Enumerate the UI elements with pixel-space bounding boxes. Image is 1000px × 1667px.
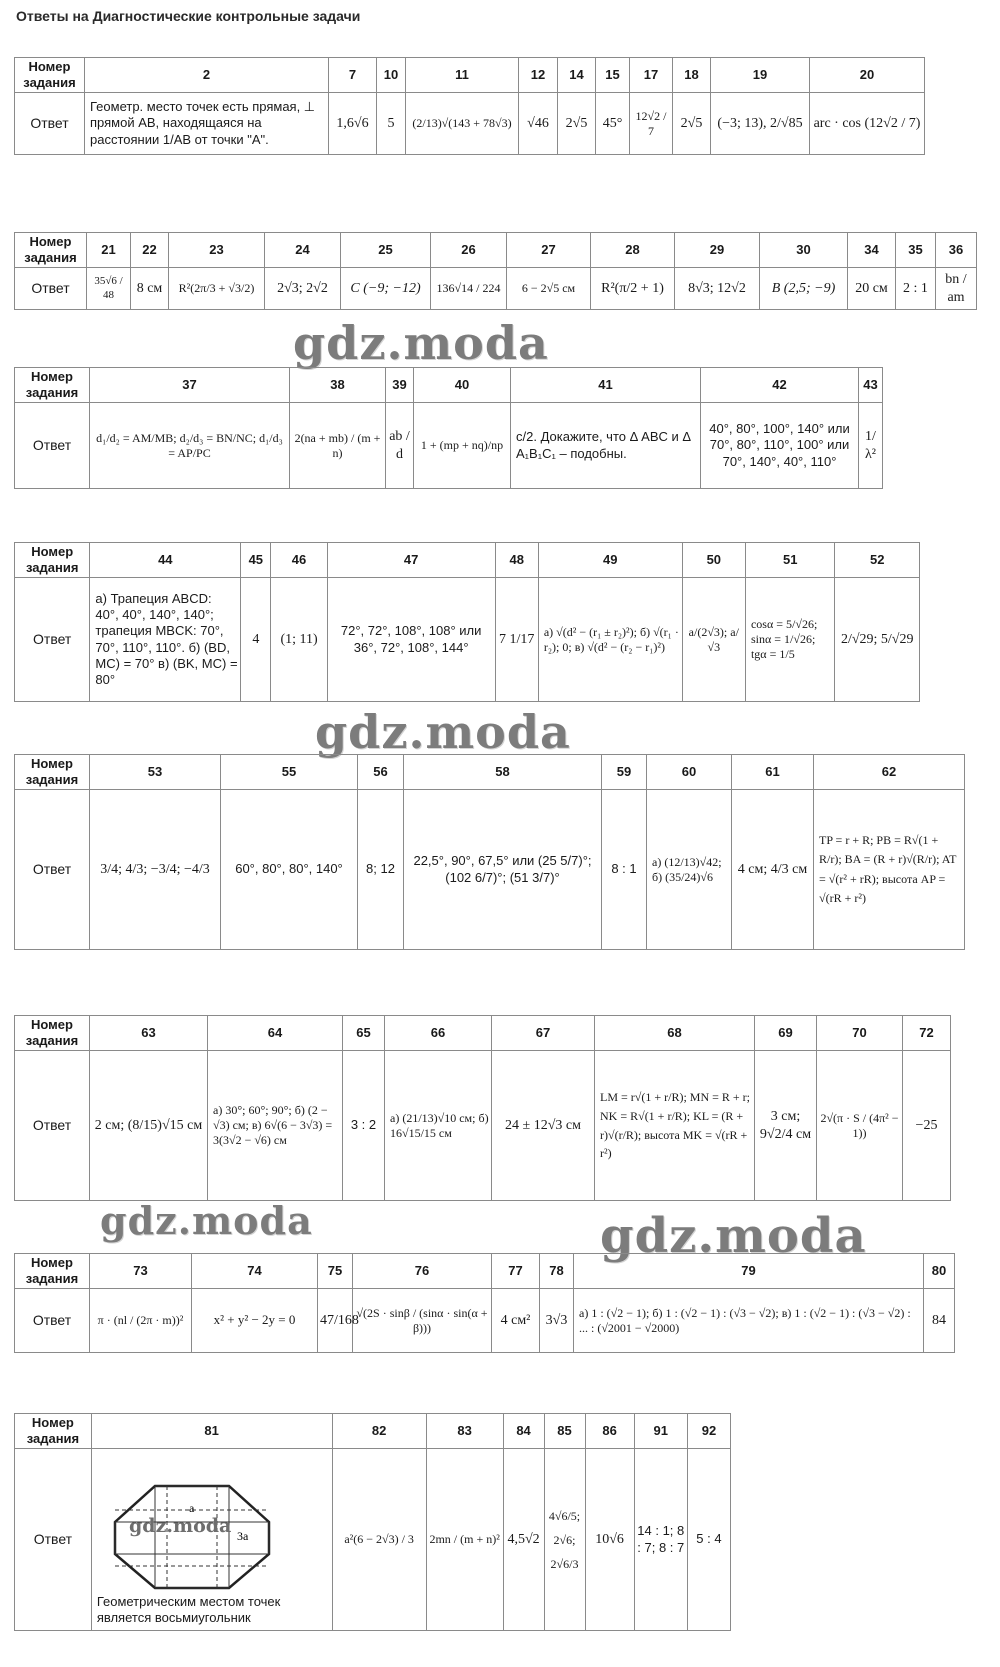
answer-row-label: Ответ	[15, 1449, 92, 1631]
answer-cell: 5	[377, 93, 406, 155]
answer-cell: 3/4; 4/3; −3/4; −4/3	[90, 790, 221, 950]
task-number: 21	[87, 233, 131, 268]
answer-cell: 45°	[596, 93, 630, 155]
octagon-figure	[97, 1482, 328, 1592]
answer-cell: 8√3; 12√2	[675, 268, 760, 310]
task-number: 70	[817, 1016, 903, 1051]
task-number: 38	[290, 368, 386, 403]
task-number: 59	[602, 755, 647, 790]
task-number-header: Номер задания	[15, 1254, 90, 1289]
task-number: 91	[634, 1414, 687, 1449]
answer-cell: Геометрическим местом точек является восьмиугольник	[96, 1593, 281, 1625]
answer-cell: R²(2π/3 + √3/2)	[169, 268, 265, 310]
answer-cell: 12√2 / 7	[630, 93, 673, 155]
task-number: 78	[540, 1254, 574, 1289]
task-number: 41	[511, 368, 701, 403]
task-number-header: Номер задания	[15, 58, 85, 93]
task-number: 48	[495, 543, 538, 578]
task-number: 58	[404, 755, 602, 790]
task-number: 37	[90, 368, 290, 403]
task-number: 61	[732, 755, 814, 790]
task-number: 28	[591, 233, 675, 268]
task-number: 65	[343, 1016, 385, 1051]
answer-cell: 3 см; 9√2/4 см	[755, 1051, 817, 1201]
answer-cell: 2(na + mb) / (m + n)	[290, 403, 386, 489]
task-number: 10	[377, 58, 406, 93]
answer-cell: 3 : 2	[343, 1051, 385, 1201]
answer-cell: 40°, 80°, 100°, 140° или 70°, 80°, 110°, 100° или 70°, 140°, 40°, 110°	[701, 403, 859, 489]
task-number: 14	[558, 58, 596, 93]
answers-table-2	[14, 232, 977, 310]
task-number: 18	[673, 58, 711, 93]
answer-cell: 20 см	[848, 268, 896, 310]
answer-cell: а) (21/13)√10 см; б) 16√15/15 см	[385, 1051, 492, 1201]
answer-row-label: Ответ	[15, 403, 90, 489]
task-number: 20	[810, 58, 925, 93]
task-number: 92	[687, 1414, 730, 1449]
answer-row-label: Ответ	[15, 1051, 90, 1201]
answer-cell: 24 ± 12√3 см	[492, 1051, 595, 1201]
answer-cell: 3√3	[540, 1289, 574, 1353]
answer-cell: 8 : 1	[602, 790, 647, 950]
task-number: 47	[327, 543, 495, 578]
label-a: a	[188, 1500, 195, 1515]
answer-cell: а) √(d² − (r₁ ± r₂)²); б) √(r₁ · r₂); 0; в) √(d² − (r₂ − r₁)²)	[538, 578, 682, 702]
task-number-header: Номер задания	[15, 368, 90, 403]
label-3a: 3a	[236, 1528, 249, 1543]
task-number: 23	[169, 233, 265, 268]
answer-cell: d₁/d₂ = AM/MB; d₂/d₃ = BN/NC; d₁/d₃ = AP/PC	[90, 403, 290, 489]
answers-table-4	[14, 542, 920, 702]
answer-cell: 8; 12	[358, 790, 404, 950]
task-number: 35	[896, 233, 936, 268]
task-number: 74	[192, 1254, 318, 1289]
task-number: 29	[675, 233, 760, 268]
task-number: 46	[271, 543, 327, 578]
answer-cell: √(2S · sinβ / (sinα · sin(α + β)))	[353, 1289, 492, 1353]
answer-cell-81	[91, 1449, 332, 1631]
task-number-header: Номер задания	[15, 1414, 92, 1449]
watermark-small: gdz.moda	[128, 1514, 232, 1537]
answer-row-label: Ответ	[15, 1289, 90, 1353]
answer-cell: 2 см; (8/15)√15 см	[90, 1051, 208, 1201]
answer-cell: 4√6/5; 2√6; 2√6/3	[544, 1449, 585, 1631]
task-number: 27	[507, 233, 591, 268]
answer-cell: −25	[903, 1051, 951, 1201]
answer-row-label: Ответ	[15, 93, 85, 155]
answer-cell: cosα = 5/√26; sinα = 1/√26; tgα = 1/5	[745, 578, 834, 702]
task-number: 12	[519, 58, 558, 93]
answer-cell: 4,5√2	[503, 1449, 544, 1631]
task-number: 62	[814, 755, 965, 790]
answer-cell: 84	[924, 1289, 955, 1353]
answer-cell: а) 30°; 60°; 90°; б) (2 − √3) см; в) 6√(6 − 3√3) = 3(3√2 − √6) см	[208, 1051, 343, 1201]
task-number: 22	[131, 233, 169, 268]
answer-cell: π · (nl / (2π · m))²	[90, 1289, 192, 1353]
watermark: gdz.moda	[315, 705, 571, 759]
task-number: 82	[332, 1414, 426, 1449]
answer-cell: 6 − 2√5 см	[507, 268, 591, 310]
task-number: 11	[406, 58, 519, 93]
answers-table-7	[14, 1253, 955, 1353]
task-number: 39	[386, 368, 414, 403]
task-number: 49	[538, 543, 682, 578]
answer-cell: (−3; 13), 2/√85	[711, 93, 810, 155]
task-number: 19	[711, 58, 810, 93]
answer-cell: 2mn / (m + n)²	[426, 1449, 503, 1631]
task-number: 56	[358, 755, 404, 790]
answer-cell: 2 : 1	[896, 268, 936, 310]
task-number: 44	[90, 543, 241, 578]
answer-cell: 2√5	[558, 93, 596, 155]
answer-cell: √46	[519, 93, 558, 155]
answer-cell: 14 : 1; 8 : 7; 8 : 7	[634, 1449, 687, 1631]
answer-cell: 4 см; 4/3 см	[732, 790, 814, 950]
answer-cell: 47/168	[318, 1289, 353, 1353]
task-number: 7	[329, 58, 377, 93]
task-number: 81	[91, 1414, 332, 1449]
task-number: 15	[596, 58, 630, 93]
task-number: 52	[835, 543, 920, 578]
answer-cell: 5 : 4	[687, 1449, 730, 1631]
task-number: 36	[936, 233, 977, 268]
task-number: 80	[924, 1254, 955, 1289]
answer-cell: x² + y² − 2y = 0	[192, 1289, 318, 1353]
watermark: gdz.moda	[100, 1198, 313, 1243]
answer-cell: 1 + (mp + nq)/np	[414, 403, 511, 489]
answers-table-6	[14, 1015, 951, 1201]
task-number: 64	[208, 1016, 343, 1051]
task-number: 45	[241, 543, 271, 578]
octagon-diagram	[107, 1482, 277, 1592]
task-number: 73	[90, 1254, 192, 1289]
answers-table-8	[14, 1413, 731, 1631]
answer-cell: 72°, 72°, 108°, 108° или 36°, 72°, 108°, 144°	[327, 578, 495, 702]
answer-cell: 4 см²	[492, 1289, 540, 1353]
task-number: 75	[318, 1254, 353, 1289]
answer-cell: Геометр. место точек есть прямая, ⊥ прямой АВ, находящаяся на расстоянии 1/AB от точки "А".	[85, 93, 329, 155]
task-number: 85	[544, 1414, 585, 1449]
task-number: 26	[431, 233, 507, 268]
answer-cell: 2√(π · S / (4π² − 1))	[817, 1051, 903, 1201]
watermark: gdz.moda	[293, 316, 549, 370]
answer-cell: 2√3; 2√2	[265, 268, 341, 310]
task-number: 67	[492, 1016, 595, 1051]
task-number: 17	[630, 58, 673, 93]
answer-cell: (2/13)√(143 + 78√3)	[406, 93, 519, 155]
task-number-header: Номер задания	[15, 755, 90, 790]
answer-cell: 136√14 / 224	[431, 268, 507, 310]
answer-cell: 1,6√6	[329, 93, 377, 155]
task-number: 55	[221, 755, 358, 790]
answer-cell: arc · cos (12√2 / 7)	[810, 93, 925, 155]
task-number-header: Номер задания	[15, 543, 90, 578]
task-number: 72	[903, 1016, 951, 1051]
answer-cell: а) Трапеция ABCD: 40°, 40°, 140°, 140°; трапеция MBCK: 70°, 70°, 110°, 110°. б) (BD, MC) = 70° в) (BK, MC) = 80°	[90, 578, 241, 702]
page-title: Ответы на Диагностические контрольные задачи	[16, 8, 361, 24]
task-number: 77	[492, 1254, 540, 1289]
task-number: 50	[682, 543, 745, 578]
task-number-header: Номер задания	[15, 1016, 90, 1051]
task-number: 60	[647, 755, 732, 790]
answer-cell: ab / d	[386, 403, 414, 489]
answers-table-1	[14, 57, 925, 155]
answer-cell: 2/√29; 5/√29	[835, 578, 920, 702]
task-number: 24	[265, 233, 341, 268]
answer-cell: 10√6	[585, 1449, 634, 1631]
watermark: gdz.moda	[600, 1208, 867, 1264]
task-number: 42	[701, 368, 859, 403]
task-number: 68	[595, 1016, 755, 1051]
answer-cell: C (−9; −12)	[341, 268, 431, 310]
answer-cell: TP = r + R; PB = R√(1 + R/r); BA = (R + r)√(R/r); AT = √(r² + rR); высота AP = √(rR + r²)	[814, 790, 965, 950]
answer-cell: 4	[241, 578, 271, 702]
task-number: 63	[90, 1016, 208, 1051]
answer-cell: R²(π/2 + 1)	[591, 268, 675, 310]
task-number: 69	[755, 1016, 817, 1051]
task-number: 30	[760, 233, 848, 268]
task-number: 40	[414, 368, 511, 403]
task-number: 79	[574, 1254, 924, 1289]
answer-cell: 1/λ²	[859, 403, 883, 489]
answer-cell: c/2. Докажите, что Δ ABC и Δ A₁B₁C₁ – подобны.	[511, 403, 701, 489]
task-number: 86	[585, 1414, 634, 1449]
answer-row-label: Ответ	[15, 578, 90, 702]
answer-cell: (1; 11)	[271, 578, 327, 702]
task-number: 53	[90, 755, 221, 790]
answers-table-3	[14, 367, 883, 489]
answer-cell: bn / am	[936, 268, 977, 310]
answer-cell: а) 1 : (√2 − 1); б) 1 : (√2 − 1) : (√3 − √2); в) 1 : (√2 − 1) : (√3 − √2) : ... : (√2001 − √2000)	[574, 1289, 924, 1353]
answer-row-label: Ответ	[15, 268, 87, 310]
task-number: 43	[859, 368, 883, 403]
answer-cell: 35√6 / 48	[87, 268, 131, 310]
task-number: 66	[385, 1016, 492, 1051]
answer-cell: 8 см	[131, 268, 169, 310]
answer-cell: а) (12/13)√42; б) (35/24)√6	[647, 790, 732, 950]
task-number-header: Номер задания	[15, 233, 87, 268]
answer-cell: B (2,5; −9)	[760, 268, 848, 310]
answer-cell: a/(2√3); a/√3	[682, 578, 745, 702]
answer-cell: 60°, 80°, 80°, 140°	[221, 790, 358, 950]
answer-row-label: Ответ	[15, 790, 90, 950]
task-number: 25	[341, 233, 431, 268]
task-number: 34	[848, 233, 896, 268]
answer-cell: LM = r√(1 + r/R); MN = R + r; NK = R√(1 + r/R); KL = (R + r)√(r/R); высота MK = √(rR + r²)	[595, 1051, 755, 1201]
answer-cell: 7 1/17	[495, 578, 538, 702]
task-number: 83	[426, 1414, 503, 1449]
answer-cell: a²(6 − 2√3) / 3	[332, 1449, 426, 1631]
task-number: 51	[745, 543, 834, 578]
task-number: 76	[353, 1254, 492, 1289]
answers-table-5	[14, 754, 965, 950]
answer-cell: 22,5°, 90°, 67,5° или (25 5/7)°; (102 6/7)°; (51 3/7)°	[404, 790, 602, 950]
task-number: 2	[85, 58, 329, 93]
answer-cell: 2√5	[673, 93, 711, 155]
task-number: 84	[503, 1414, 544, 1449]
